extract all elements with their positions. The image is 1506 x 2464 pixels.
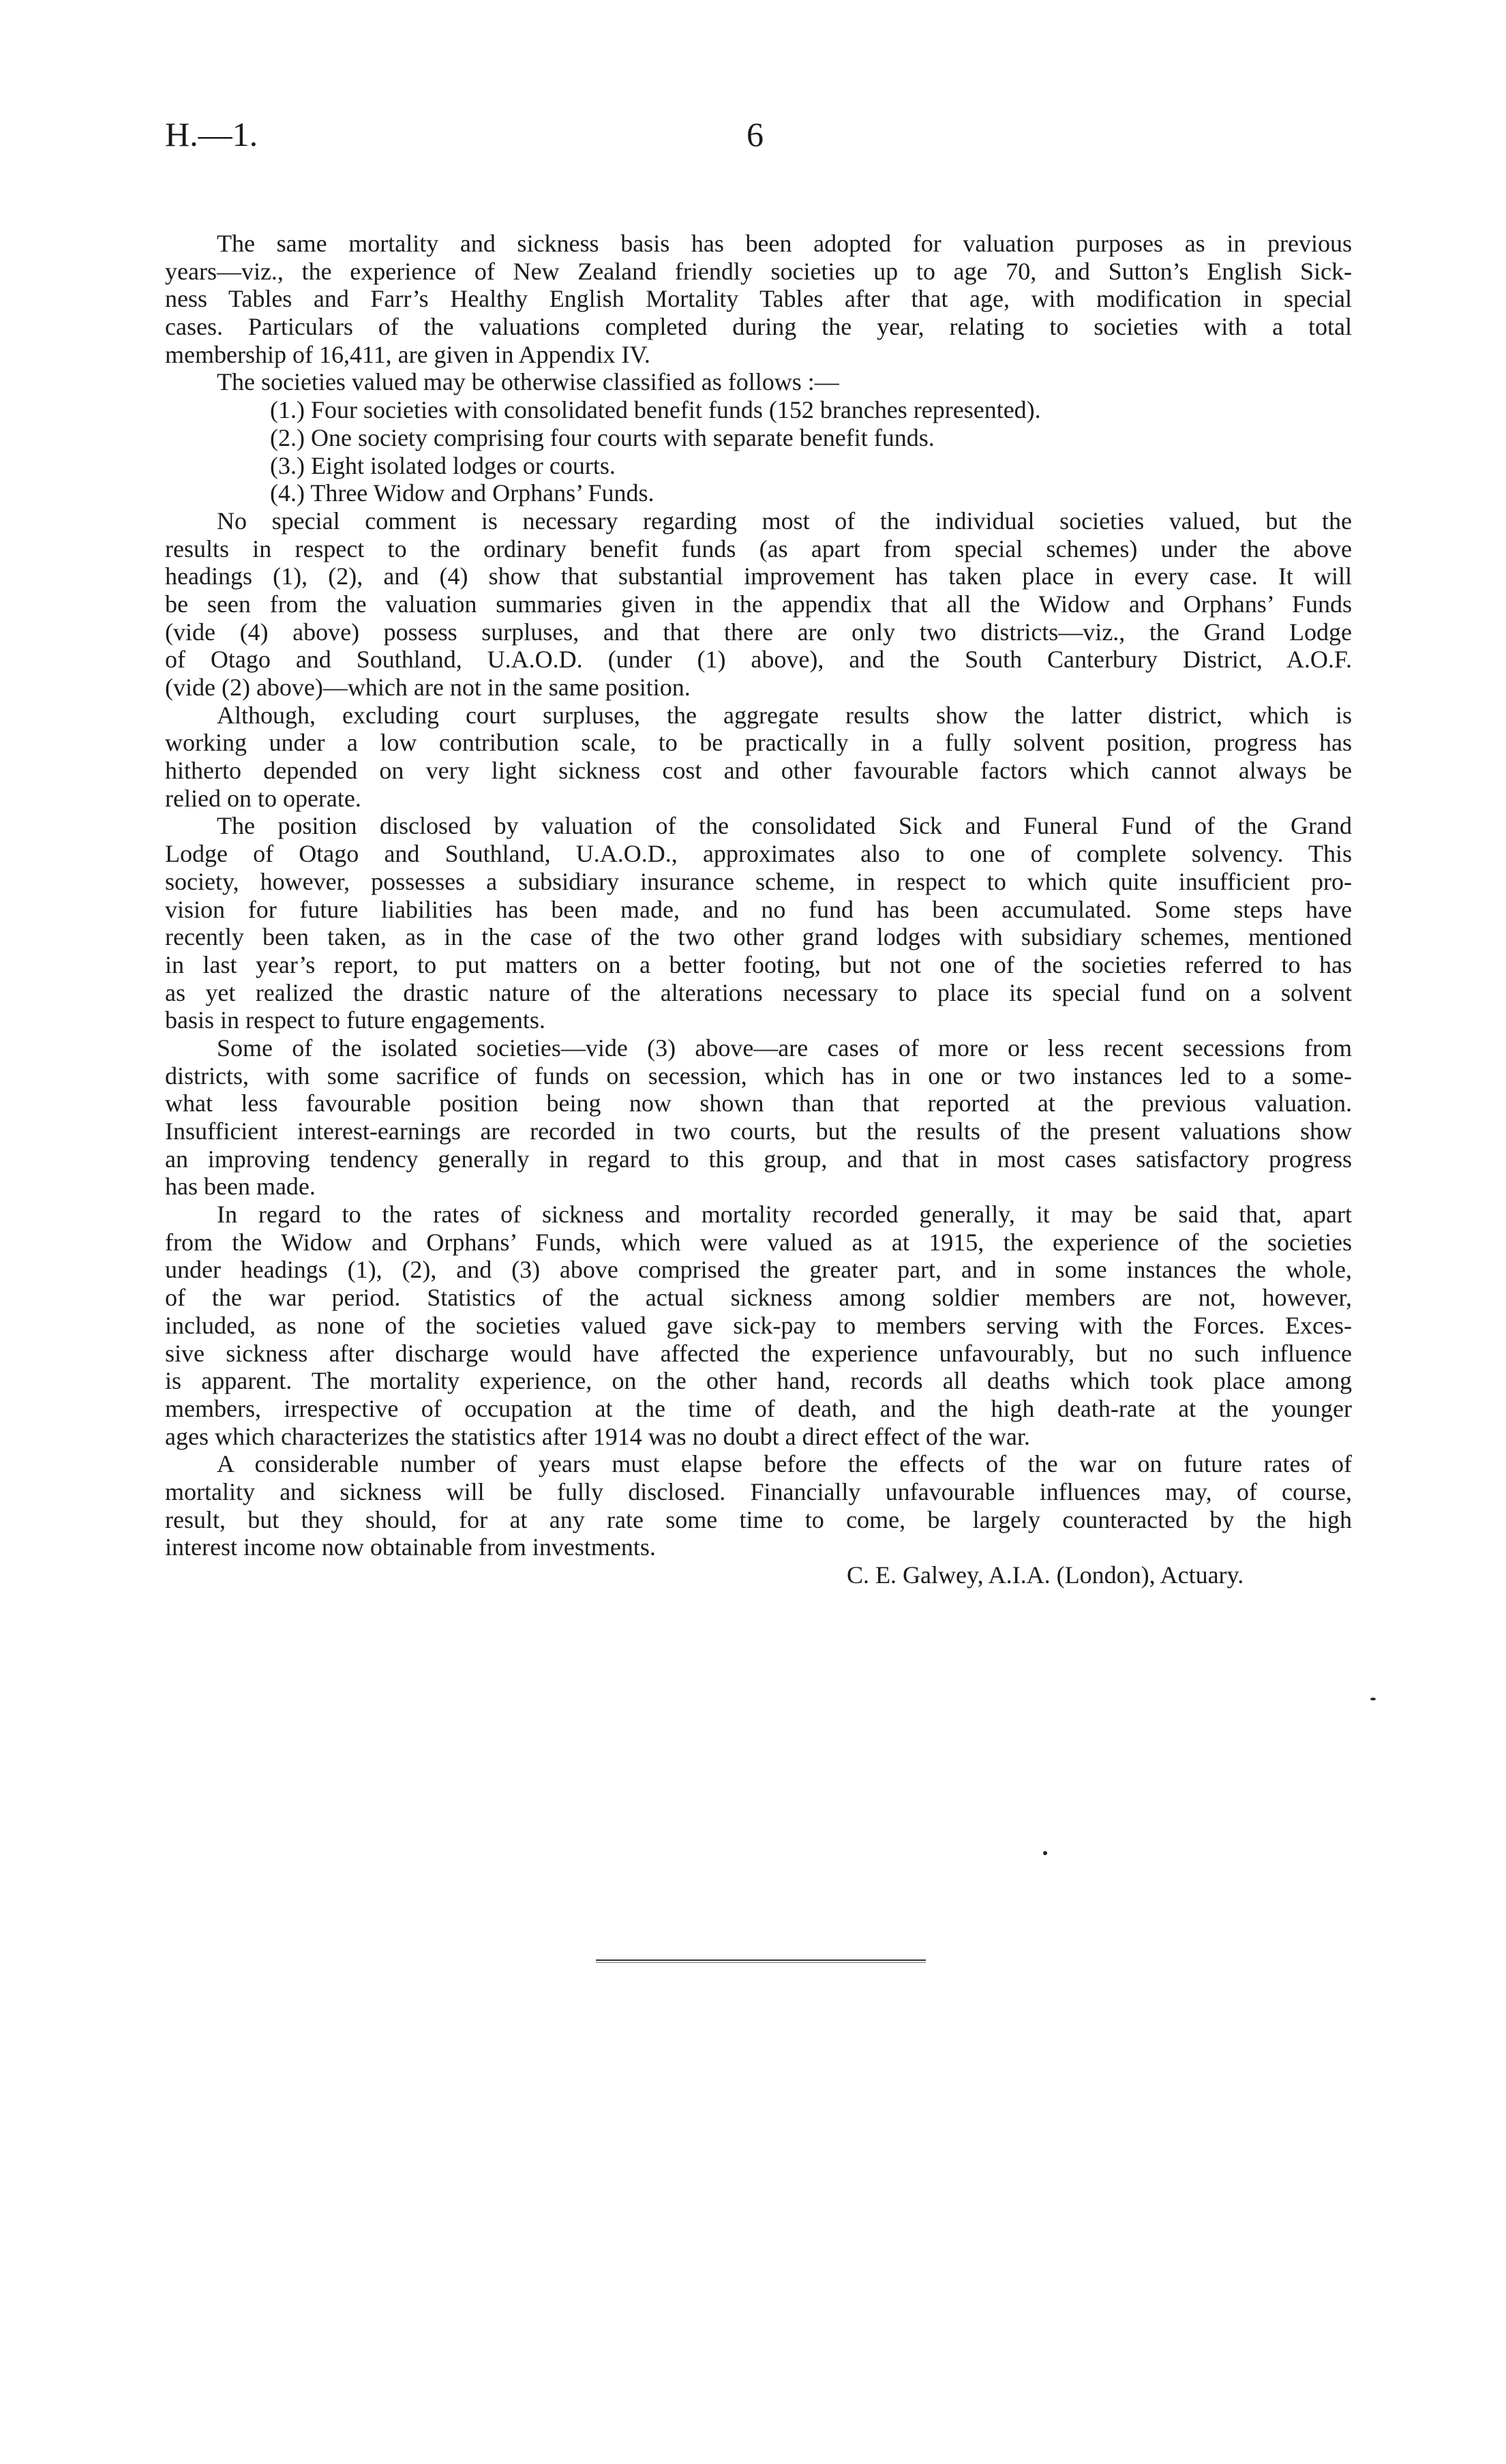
paragraph-line: relied on to operate. <box>165 784 361 812</box>
paragraph-line: basis in respect to future engagements. <box>165 1006 545 1034</box>
paragraph-line: sive sickness after discharge would have affected the experience unfavourably, but no such influence <box>165 1339 1352 1367</box>
document-reference: H.—1. <box>165 115 258 153</box>
paragraph-line: results in respect to the ordinary benefit funds (as apart from special schemes) under the above <box>165 535 1352 562</box>
paragraph-line: The same mortality and sickness basis has been adopted for valuation purposes as in previous <box>217 230 1352 257</box>
classification-item: (4.) Three Widow and Orphans’ Funds. <box>270 479 654 507</box>
paragraph-line: cases. Particulars of the valuations completed during the year, relating to societies with a total <box>165 313 1352 341</box>
classification-item: (3.) Eight isolated lodges or courts. <box>270 451 616 479</box>
paragraph-line: society, however, possesses a subsidiary insurance scheme, in respect to which quite insufficient pro- <box>165 867 1352 895</box>
paragraph-line: what less favourable position being now shown than that reported at the previous valuation. <box>165 1090 1352 1117</box>
paragraph-line: interest income now obtainable from investments. <box>165 1533 656 1561</box>
paragraph-line: headings (1), (2), and (4) show that substantial improvement has taken place in every case. It will <box>165 562 1352 590</box>
print-speck <box>1043 1851 1047 1855</box>
paragraph-line: vision for future liabilities has been made, and no fund has been accumulated. Some steps have <box>165 895 1352 923</box>
paragraph-line: under headings (1), (2), and (3) above comprised the greater part, and in some instances the whole, <box>165 1256 1352 1284</box>
paragraph-line: result, but they should, for at any rate some time to come, be largely counteracted by the high <box>165 1505 1352 1533</box>
paragraph-line: mortality and sickness will be fully disclosed. Financially unfavourable influences may, of course, <box>165 1477 1352 1505</box>
paragraph-line: ages which characterizes the statistics after 1914 was no doubt a direct effect of the war. <box>165 1422 1030 1450</box>
paragraph-line: in last year’s report, to put matters on a better footing, but not one of the societies referred to has <box>165 950 1352 978</box>
closing-rule <box>596 1959 926 1963</box>
classification-item: (2.) One society comprising four courts with separate benefit funds. <box>270 423 935 451</box>
paragraph-line: recently been taken, as in the case of the two other grand lodges with subsidiary schemes, mentioned <box>165 923 1352 951</box>
paragraph-line: be seen from the valuation summaries given in the appendix that all the Widow and Orphans’ Funds <box>165 590 1352 618</box>
paragraph-line: No special comment is necessary regarding most of the individual societies valued, but the <box>217 507 1352 535</box>
paragraph-line: (vide (4) above) possess surpluses, and that there are only two districts—viz., the Grand Lodge <box>165 618 1352 646</box>
paragraph-line: working under a low contribution scale, to be practically in a fully solvent position, progress has <box>165 729 1352 757</box>
paragraph-line: of Otago and Southland, U.A.O.D. (under (1) above), and the South Canterbury District, A.O.F. <box>165 646 1352 674</box>
classification-item: (1.) Four societies with consolidated benefit funds (152 branches represented). <box>270 396 1041 424</box>
paragraph-line: districts, with some sacrifice of funds on secession, which has in one or two instances led to a some- <box>165 1062 1352 1090</box>
paragraph-line: as yet realized the drastic nature of the alterations necessary to place its special fund on a solvent <box>165 978 1352 1006</box>
paragraph-line: ness Tables and Farr’s Healthy English Mortality Tables after that age, with modification in special <box>165 285 1352 313</box>
paragraph-line: an improving tendency generally in regard to this group, and that in most cases satisfactory progress <box>165 1145 1352 1173</box>
paragraph-line: of the war period. Statistics of the actual sickness among soldier members are not, however, <box>165 1284 1352 1312</box>
paragraph-line: Some of the isolated societies—vide (3) above—are cases of more or less recent secessions from <box>217 1034 1352 1062</box>
paragraph-line: has been made. <box>165 1173 316 1201</box>
paragraph-line: Although, excluding court surpluses, the aggregate results show the latter district, which is <box>217 701 1352 729</box>
paragraph-line: Lodge of Otago and Southland, U.A.O.D., approximates also to one of complete solvency. This <box>165 840 1352 868</box>
paragraph-line: The position disclosed by valuation of the consolidated Sick and Funeral Fund of the Grand <box>217 812 1352 840</box>
report-body <box>165 230 1352 1589</box>
paragraph-line: years—viz., the experience of New Zealand friendly societies up to age 70, and Sutton’s English Sick- <box>165 257 1352 285</box>
paragraph-line: In regard to the rates of sickness and mortality recorded generally, it may be said that, apart <box>217 1201 1352 1229</box>
paragraph-line: membership of 16,411, are given in Appendix IV. <box>165 340 650 368</box>
page-number: 6 <box>747 115 764 153</box>
paragraph-line: The societies valued may be otherwise classified as follows :— <box>217 368 839 396</box>
paragraph-line: included, as none of the societies valued gave sick-pay to members serving with the Forces. Exces- <box>165 1311 1352 1339</box>
paragraph-line: members, irrespective of occupation at the time of death, and the high death-rate at the younger <box>165 1394 1352 1422</box>
signature: C. E. Galwey, A.I.A. (London), Actuary. <box>847 1561 1244 1589</box>
print-speck <box>1370 1698 1376 1700</box>
paragraph-line: Insufficient interest-earnings are recorded in two courts, but the results of the present valuations show <box>165 1117 1352 1145</box>
paragraph-line: (vide (2) above)—which are not in the same position. <box>165 674 691 701</box>
paragraph-line: is apparent. The mortality experience, on the other hand, records all deaths which took place among <box>165 1367 1352 1395</box>
paragraph-line: from the Widow and Orphans’ Funds, which were valued as at 1915, the experience of the societies <box>165 1228 1352 1256</box>
paragraph-line: A considerable number of years must elapse before the effects of the war on future rates of <box>217 1450 1352 1478</box>
paragraph-line: hitherto depended on very light sickness cost and other favourable factors which cannot always be <box>165 757 1352 785</box>
